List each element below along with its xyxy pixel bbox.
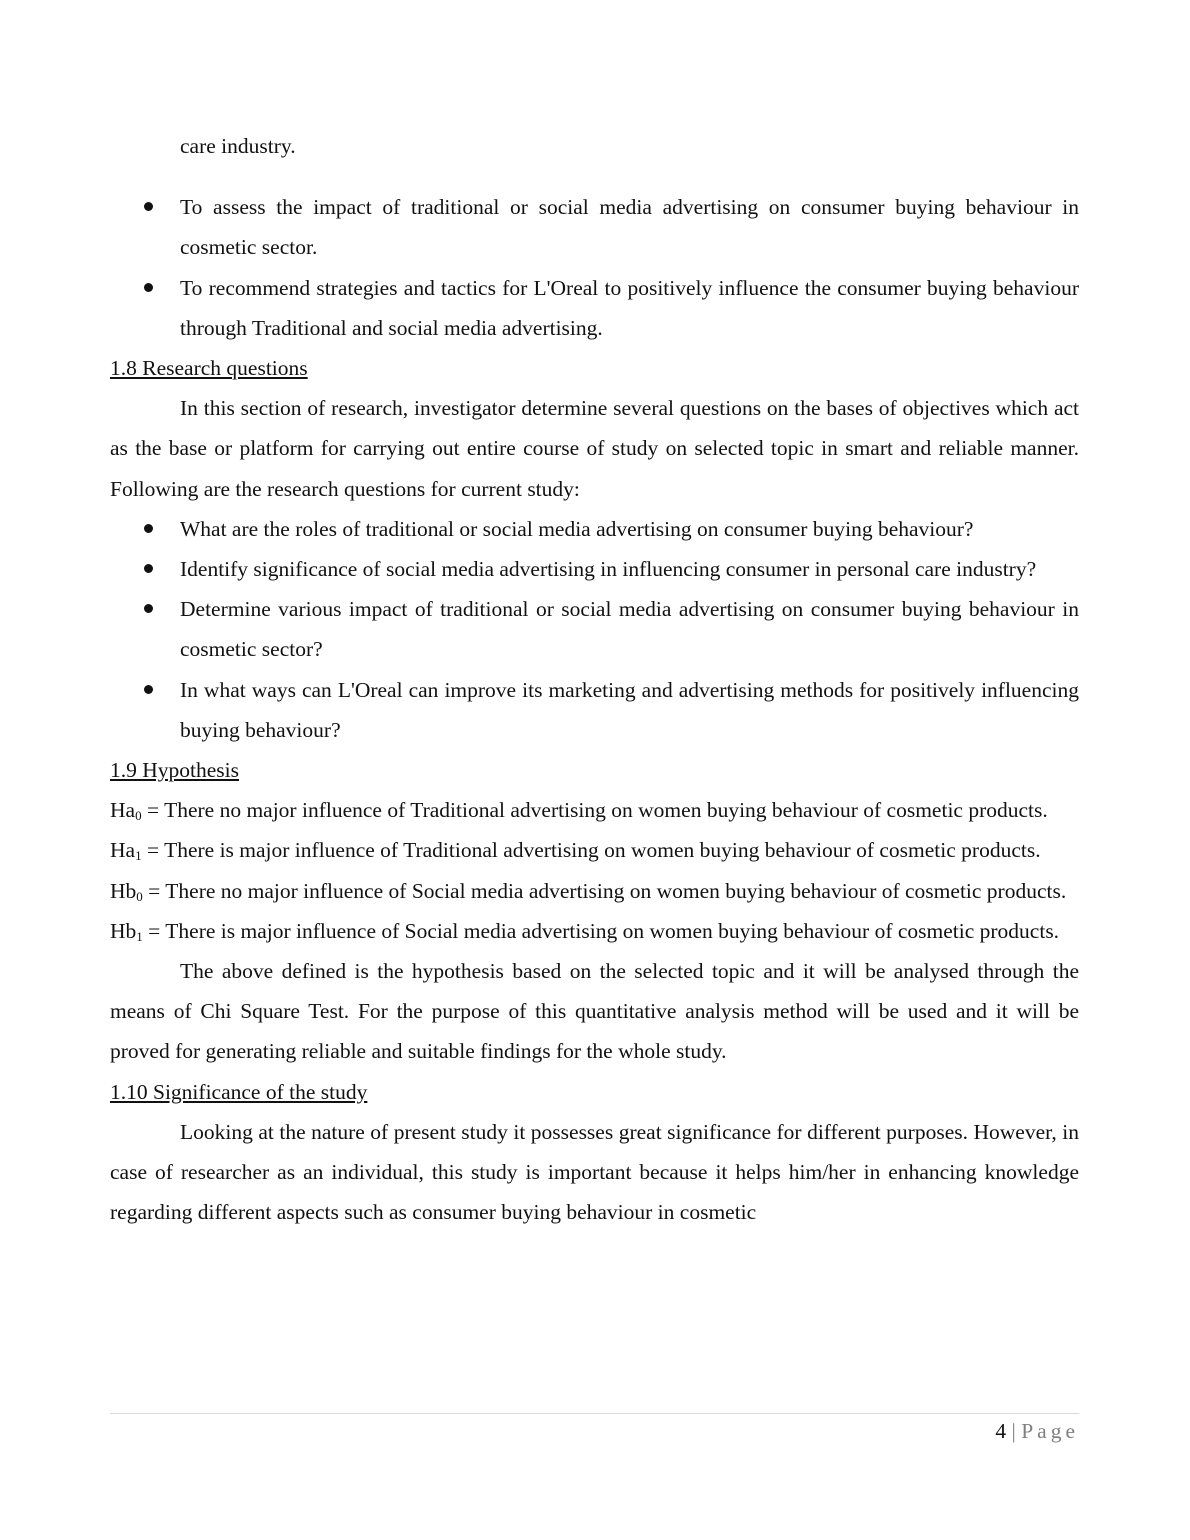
page-footer xyxy=(995,1415,1079,1447)
bullet-icon xyxy=(144,202,153,211)
section-heading-hypothesis: 1.9 Hypothesis xyxy=(110,758,239,783)
hypothesis-ha0: $Ha_0$ = There no major influence of Traditional advertising on women buying behaviour of cosmetic products. xyxy=(110,798,1048,824)
hypothesis-hb0: $Hb_0$ = There no major influence of Social media advertising on women buying behaviour of cosmetic products. xyxy=(110,878,1067,904)
document-page xyxy=(110,104,1079,1232)
list-item: To recommend strategies and tactics for L'Oreal to positively influence the consumer buying behaviour through Traditional and social media advertising. xyxy=(110,268,1079,348)
bullet-icon xyxy=(144,685,153,694)
list-item: To assess the impact of traditional or social media advertising on consumer buying behaviour in cosmetic sector. xyxy=(110,187,1079,267)
hypothesis-closing: The above defined is the hypothesis based on the selected topic and it will be analysed through the means of Chi Square Test. For the purpose of this quantitative analysis method will be used and it will be proved for generating reliable and suitable findings for the whole study. xyxy=(110,959,1079,1064)
bullet-icon xyxy=(144,524,153,533)
footer-divider xyxy=(110,1413,1079,1414)
research-questions-list xyxy=(110,509,1079,750)
section-heading-research-questions: 1.8 Research questions xyxy=(110,356,308,381)
hypothesis-ha1: $Ha_1$ = There is major influence of Traditional advertising on women buying behaviour of cosmetic products. xyxy=(110,838,1041,864)
list-item: In what ways can L'Oreal can improve its marketing and advertising methods for positively influencing buying behaviour? xyxy=(110,670,1079,750)
list-item: Identify significance of social media advertising in influencing consumer in personal care industry? xyxy=(110,549,1079,589)
list-item: Determine various impact of traditional or social media advertising on consumer buying behaviour in cosmetic sector? xyxy=(110,589,1079,669)
bullet-icon xyxy=(144,283,153,292)
page-label: Page xyxy=(1021,1419,1079,1443)
bullet-icon xyxy=(144,564,153,573)
research-questions-intro: In this section of research, investigator determine several questions on the bases of objectives which act as the base or platform for carrying out entire course of study on selected topic in smart and reliable manner. Following are the research questions for current study: xyxy=(110,396,1079,501)
footer-separator: | xyxy=(1011,1419,1016,1443)
page-number: 4 xyxy=(995,1419,1007,1443)
hypothesis-hb1: $Hb_1$ = There is major influence of Social media advertising on women buying behaviour of cosmetic products. xyxy=(110,918,1060,944)
list-item: What are the roles of traditional or social media advertising on consumer buying behaviour? xyxy=(110,509,1079,549)
objectives-list xyxy=(110,187,1079,348)
significance-text: Looking at the nature of present study it possesses great significance for different purposes. However, in case of researcher as an individual, this study is important because it helps him/her in enhancing knowledge regarding different aspects such as consumer buying behaviour in cosmetic xyxy=(110,1119,1079,1225)
section-heading-significance: 1.10 Significance of the study xyxy=(110,1079,368,1104)
bullet-icon xyxy=(144,604,153,613)
continuation-text: care industry. xyxy=(180,133,296,158)
